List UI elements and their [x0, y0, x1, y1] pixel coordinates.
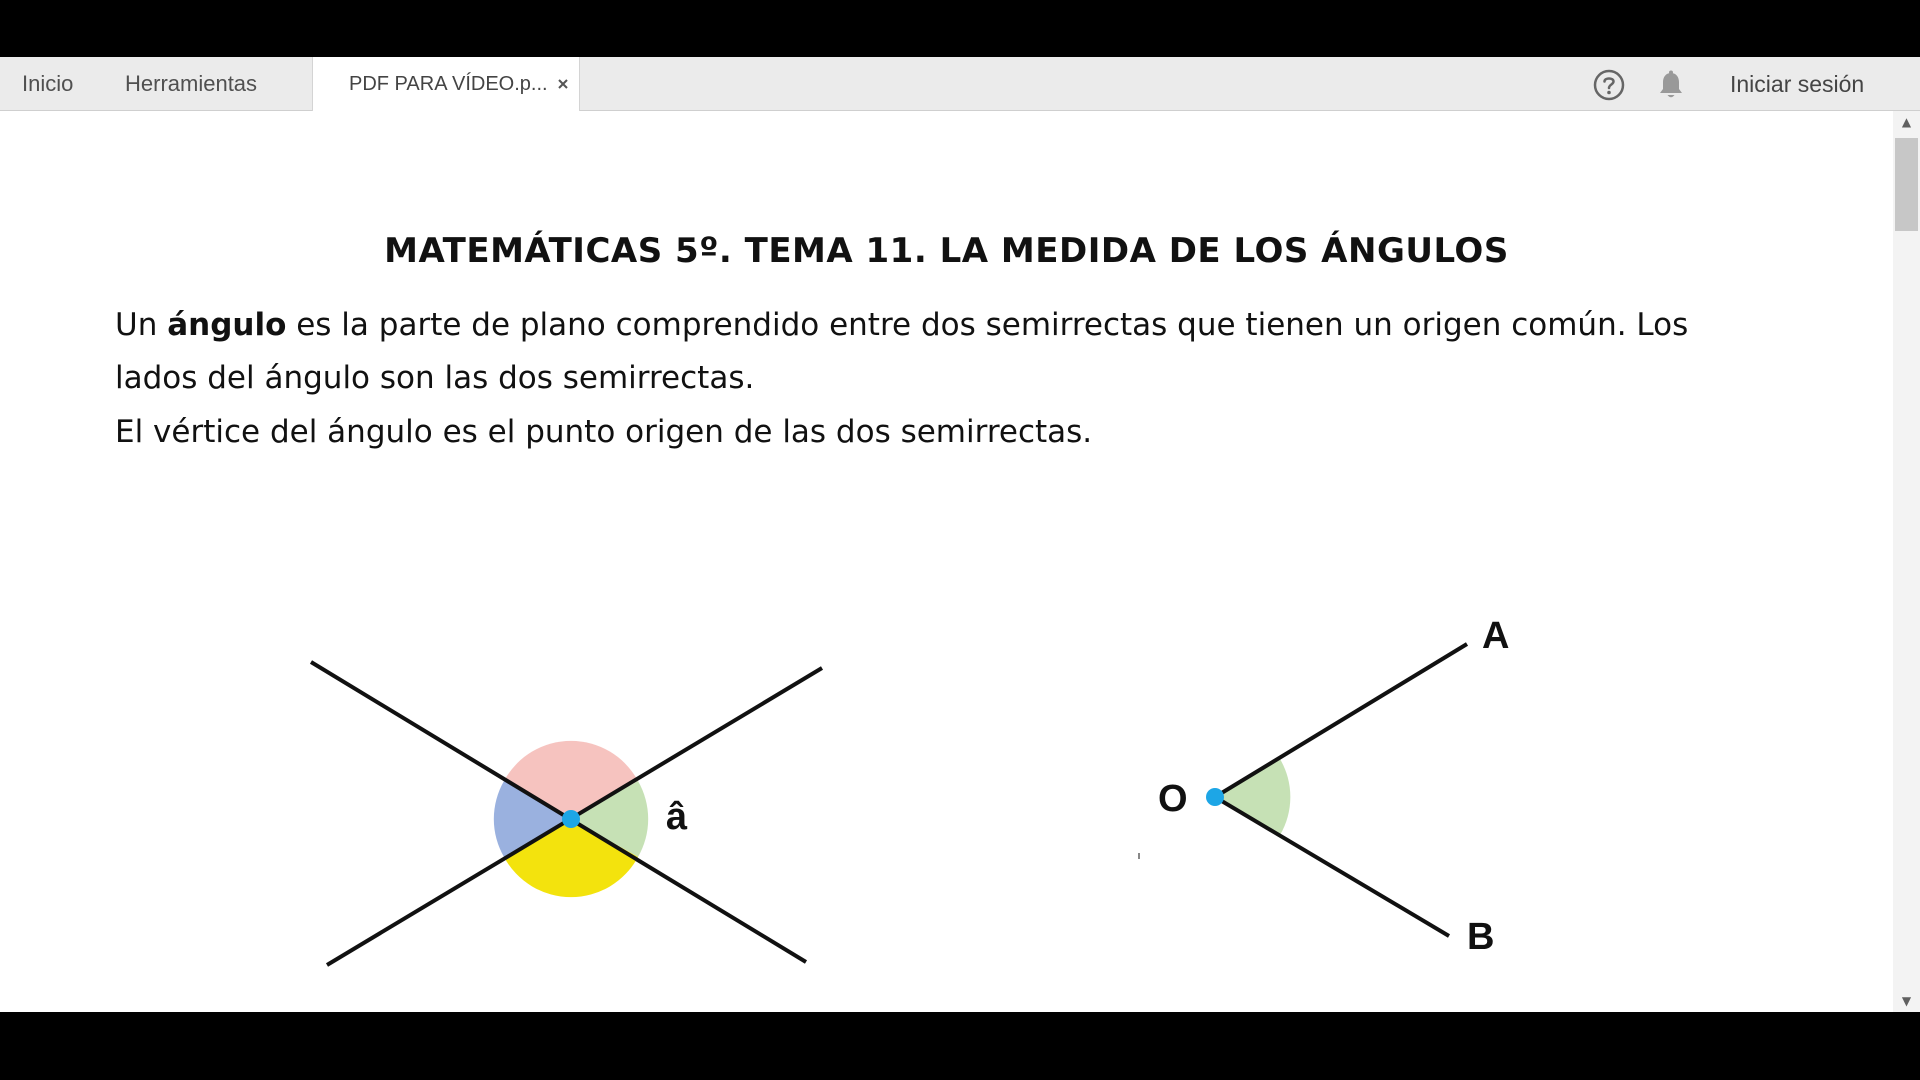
ray-oa [1215, 644, 1467, 797]
angle-label: â [666, 796, 688, 838]
document-tab[interactable] [312, 57, 580, 112]
ray-label-a: A [1482, 615, 1510, 657]
ray-ob [1215, 797, 1449, 936]
vertex-definition: El vértice del ángulo es el punto origen de las dos semirrectas. [115, 414, 1093, 450]
angle-figures [0, 111, 1893, 1012]
document-page [0, 111, 1893, 1012]
page-title: MATEMÁTICAS 5º. TEMA 11. LA MEDIDA DE LOS ÁNGULOS [384, 231, 1509, 271]
angle-sector-aob [1215, 759, 1290, 835]
document-tab-title: PDF PARA VÍDEO.p... [349, 73, 548, 95]
crossing-lines-figure [311, 662, 822, 965]
vertex-label-o: O [1158, 778, 1188, 820]
bell-icon[interactable] [1656, 69, 1686, 101]
line-1 [311, 662, 806, 962]
scroll-up-icon[interactable]: ▲ [1901, 115, 1912, 129]
scroll-down-icon[interactable]: ▼ [1901, 994, 1912, 1008]
signin-button[interactable]: Iniciar sesión [1730, 71, 1865, 97]
vertex-point-o [1206, 788, 1224, 806]
question-circle-icon[interactable] [1592, 68, 1626, 102]
stray-mark [1138, 853, 1140, 859]
nav-tab-tools[interactable]: Herramientas [125, 71, 258, 96]
close-icon[interactable] [553, 74, 573, 94]
scrollbar-thumb[interactable] [1895, 138, 1918, 231]
app-window [0, 57, 1920, 1012]
top-bar [0, 57, 1920, 111]
vertical-scrollbar[interactable] [1893, 111, 1920, 1012]
angle-term: ángulo [167, 307, 287, 343]
ray-label-b: B [1467, 916, 1495, 958]
angle-definition-lead: Un [115, 307, 168, 343]
vertex-point-left [562, 810, 580, 828]
angle-definition-rest: es la parte de plano comprendido entre dos semirrectas que tienen un origen común. Los lados del ángulo son las dos semirrectas. [115, 307, 1689, 396]
nav-tab-home[interactable]: Inicio [22, 71, 74, 96]
angle-aob-figure [1138, 615, 1509, 958]
